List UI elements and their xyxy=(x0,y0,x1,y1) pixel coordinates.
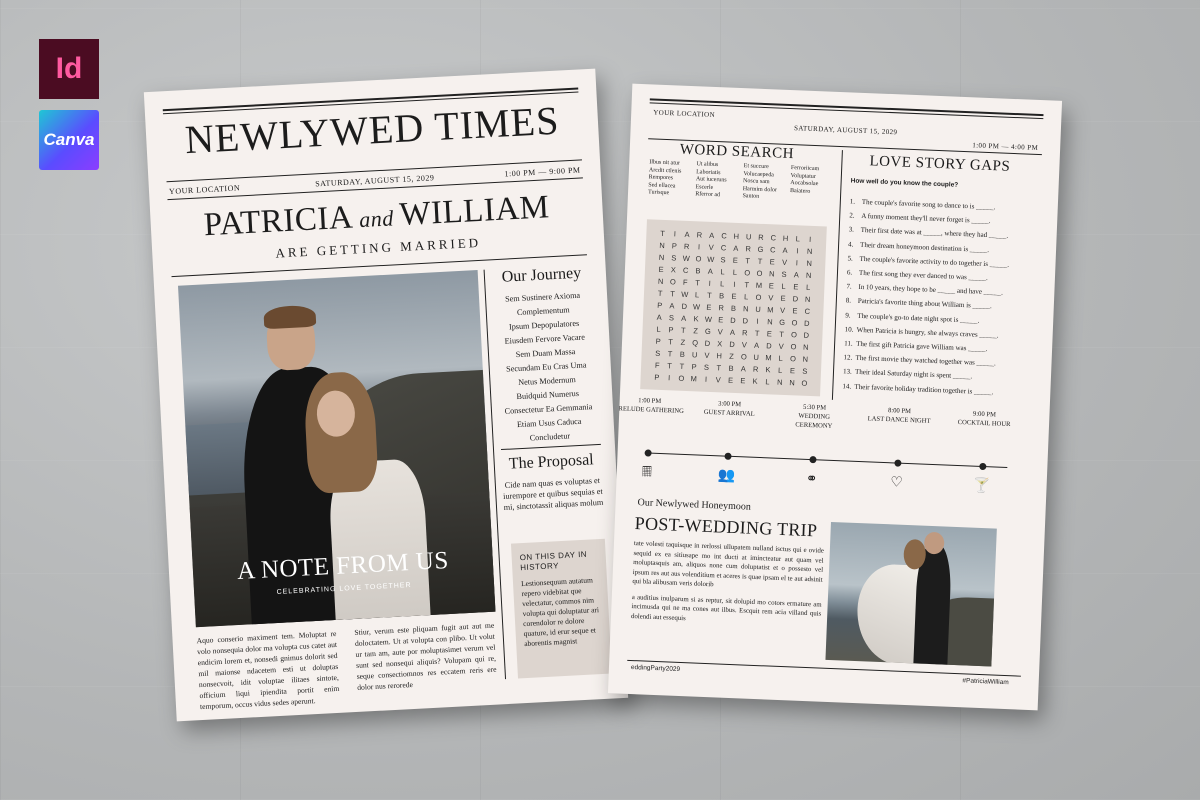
timeline-event xyxy=(949,409,1020,430)
word-search-cell: N xyxy=(802,354,809,364)
word-search-cell: D xyxy=(803,318,810,328)
history-body: Lestionsequum autatum repero videbitat que velectatur, commos nim volupta qui doluptatur ari corendolor re dolore quature, id erur seque et aborentis magnist xyxy=(520,575,600,649)
love-story-number: 7. xyxy=(846,282,852,291)
word-search-cell: P xyxy=(655,336,661,346)
word-search-cell: K xyxy=(752,376,758,386)
word-search-cell: E xyxy=(780,293,786,303)
word-search-cell: U xyxy=(691,350,698,360)
word-search-cell: I xyxy=(708,278,712,288)
word-search-cell: M xyxy=(755,280,763,290)
word-search-cell: S xyxy=(671,253,677,263)
word-search-cell: T xyxy=(716,363,722,373)
word-search-cell: G xyxy=(757,244,764,255)
word-search-cell: T xyxy=(757,256,763,266)
love-story-text: The couple's go-to date night spot is _____. xyxy=(857,311,980,325)
word-search-cell: H xyxy=(716,351,723,361)
word-search-cell: L xyxy=(781,281,786,291)
word-search-cell: T xyxy=(667,361,673,371)
word-search-cell: T xyxy=(667,349,673,359)
bride-name: PATRICIA xyxy=(202,199,355,244)
word-search-cell: A xyxy=(669,301,675,311)
love-story-number: 2. xyxy=(849,211,855,220)
love-story-number: 6. xyxy=(846,268,853,277)
love-story-number: 4. xyxy=(847,240,854,249)
word-search-cell: C xyxy=(721,231,727,241)
word-search-cell: P xyxy=(671,241,678,251)
word-search-cell: T xyxy=(679,361,685,371)
word-search-cell: R xyxy=(758,232,764,243)
word-search-cell: L xyxy=(743,292,749,302)
love-story-text: The first gift Patricia gave William was _____. xyxy=(855,339,988,354)
word-search-cell: R xyxy=(718,303,725,313)
word-search-word: Ferroriicam xyxy=(790,165,820,173)
word-search-cell: Q xyxy=(692,338,699,348)
footer-hashtag-left: eddingParty2029 xyxy=(630,664,681,674)
love-story-number: 9. xyxy=(845,310,851,320)
word-search-word: Aocabsolae xyxy=(790,180,819,188)
love-story-text: The first song they ever danced to was _____. xyxy=(858,268,988,283)
word-search-cell: E xyxy=(792,306,798,316)
word-search-cell: I xyxy=(733,279,736,289)
indesign-icon: Id xyxy=(39,39,99,99)
love-story-list xyxy=(842,194,1040,400)
word-search-cell: D xyxy=(730,315,736,325)
word-search-cell: N xyxy=(804,294,811,304)
word-search-cell: X xyxy=(717,339,723,349)
word-search-cell: E xyxy=(793,282,799,292)
word-search-cell: T xyxy=(754,328,760,338)
word-search-cell: R xyxy=(745,244,752,254)
word-search-cell: T xyxy=(668,337,674,347)
word-search-cell: M xyxy=(765,353,772,363)
love-story-text: Their ideal Saturday night is spent _____. xyxy=(854,368,973,381)
word-search-heading: WORD SEARCH xyxy=(679,141,795,163)
word-search-cell: W xyxy=(681,289,689,300)
word-search-cell: R xyxy=(752,364,759,374)
word-search-cell: C xyxy=(804,306,811,316)
word-search-cell: E xyxy=(732,255,739,265)
journey-item: Netus Modernum xyxy=(518,375,576,388)
word-search-cell: Z xyxy=(693,326,699,336)
love-story-number: 1. xyxy=(849,197,856,206)
journey-item: Etiam Usus Caduca xyxy=(516,416,582,430)
honeymoon-title: POST-WEDDING TRIP xyxy=(634,513,818,541)
word-search-cell: E xyxy=(727,375,734,385)
word-search-cell: U xyxy=(745,232,752,242)
timeline-event xyxy=(694,398,765,419)
honeymoon-paragraph-2: a auditius inulparum si as reptur, sit dolupid mo cotors ermature am incimusda qui ne ma cones aut ilbus. Escquit rem acia villand quis dolendi aut essequis xyxy=(630,593,822,622)
timeline-time: 5:30 PM xyxy=(802,403,827,412)
word-search-cell: O xyxy=(801,378,808,388)
word-search-cell: T xyxy=(680,325,686,335)
word-search-cell: N xyxy=(659,240,665,251)
journey-item: Eiusdem Fervore Vacare xyxy=(504,332,586,346)
word-search-word: Volucaepeda xyxy=(743,170,775,178)
word-search-cell: Z xyxy=(729,351,735,361)
word-search-cell: A xyxy=(729,327,736,337)
word-search-cell: A xyxy=(753,340,760,350)
word-search-cell: V xyxy=(715,375,721,385)
honeymoon-kicker: Our Newlywed Honeymoon xyxy=(637,497,752,513)
word-search-cell: L xyxy=(720,267,725,277)
word-search-cell: F xyxy=(682,277,688,287)
word-search-cell: W xyxy=(692,302,701,312)
word-search-cell: S xyxy=(655,348,661,358)
word-search-cell: O xyxy=(695,254,702,264)
word-search-cell: H xyxy=(782,233,789,243)
word-search-word: Harmim dolor xyxy=(742,185,778,194)
word-search-cell: S xyxy=(703,362,710,372)
word-search-cell: U xyxy=(753,352,760,362)
love-story-text: The first movie they watched together was _____. xyxy=(855,354,996,368)
word-search-cell: O xyxy=(790,330,798,340)
word-search-word: Sed ellacea xyxy=(648,181,676,189)
word-search-cell: T xyxy=(745,256,751,266)
word-search-cell: T xyxy=(657,288,663,298)
word-search-cell: L xyxy=(694,290,700,300)
history-box xyxy=(511,539,612,679)
word-search-cell: P xyxy=(654,372,660,382)
word-search-cell: D xyxy=(704,338,711,348)
footer-hashtag-right: #PatriciaWilliam xyxy=(962,677,1009,687)
love-story-text: A funny moment they'll never forget is _____. xyxy=(861,212,991,226)
timeline-time: 9:00 PM xyxy=(972,410,997,419)
journey-item: Sem Sustinere Axioma xyxy=(504,290,581,304)
love-story-number: 8. xyxy=(845,296,852,305)
timeline-event xyxy=(614,395,685,416)
word-search-cell: I xyxy=(796,246,799,256)
word-search-cell: O xyxy=(740,352,747,362)
love-story-text: Patricia's favorite thing about William is _____. xyxy=(857,297,992,311)
word-search-cell: A xyxy=(740,364,747,374)
front-page xyxy=(144,69,628,722)
word-search-cell: L xyxy=(805,282,811,292)
journey-item: Concludetur xyxy=(529,431,571,443)
word-search-cell: D xyxy=(681,301,688,311)
word-search-cell: C xyxy=(720,243,727,253)
word-search-word: Escerle xyxy=(695,183,714,191)
word-search-cell: O xyxy=(744,268,751,278)
word-search-cell: G xyxy=(704,326,712,336)
journey-item: Secundam Eu Cras Uma xyxy=(505,360,587,374)
word-search-word: Rferror ad xyxy=(695,191,721,199)
word-search-cell: N xyxy=(789,378,795,388)
rings-icon: ⚭ xyxy=(805,470,818,488)
love-story-number: 13. xyxy=(842,367,852,377)
word-search-cell: Z xyxy=(680,337,686,347)
piano-icon: 𝄜 xyxy=(641,464,652,481)
proposal-body: Cide nam quas es voluptas et iurempore et quibus sequias et mi, sinctotassit aliquas molum xyxy=(502,475,604,512)
honeymoon-photo xyxy=(825,522,996,667)
word-search-cell: O xyxy=(678,373,685,383)
love-story-number: 3. xyxy=(848,225,855,235)
timeline-label: LAST DANCE NIGHT xyxy=(867,415,931,425)
word-search-cell: A xyxy=(684,229,690,240)
word-search-cell: W xyxy=(704,314,713,324)
groom-name: WILLIAM xyxy=(398,189,551,234)
word-search-cell: I xyxy=(697,242,701,252)
word-search-word: Noscu sam xyxy=(742,178,770,186)
proposal-section xyxy=(498,451,606,513)
word-search-cell: V xyxy=(768,293,774,303)
word-search-cell: I xyxy=(795,258,799,268)
word-search-cell: O xyxy=(756,268,763,278)
word-search-cell: H xyxy=(733,231,740,242)
word-search-cell: T xyxy=(779,329,785,339)
word-search-cell: N xyxy=(805,270,812,280)
and-word: and xyxy=(358,205,395,233)
word-search-cell: G xyxy=(779,317,786,327)
word-search-cell: E xyxy=(766,329,773,339)
word-search-cell: V xyxy=(708,242,714,253)
love-story-text: In 10 years, they hope to be _____ and have _____. xyxy=(858,283,1004,297)
word-search-cell: S xyxy=(668,313,675,323)
love-story-number: 12. xyxy=(843,353,853,362)
word-search-cell: I xyxy=(704,374,708,384)
masthead: NEWLYWED TIMES xyxy=(183,97,561,163)
timeline-time: 3:00 PM xyxy=(718,400,742,409)
word-search-cell: N xyxy=(657,276,664,287)
word-search-cell: A xyxy=(709,230,715,241)
timeline-label: WEDDING CEREMONY xyxy=(795,412,833,430)
word-search-cell: L xyxy=(778,353,783,363)
word-search-cell: M xyxy=(690,374,697,384)
word-search-cell: X xyxy=(670,265,677,275)
word-search-cell: B xyxy=(730,303,737,313)
cocktail-icon: 🍸 xyxy=(972,477,991,495)
word-search-cell: D xyxy=(792,294,799,304)
photo-title: A NOTE FROM US xyxy=(236,546,450,586)
word-search-cell: P xyxy=(656,300,663,310)
word-search-cell: E xyxy=(789,366,796,376)
word-search-cell: F xyxy=(654,360,660,370)
journey-list xyxy=(490,288,603,447)
word-search-word: Baiatero xyxy=(789,187,811,195)
word-search-cell: T xyxy=(706,290,712,300)
word-search-cell: P xyxy=(691,362,697,372)
word-search-cell: K xyxy=(765,365,771,375)
word-search-cell: C xyxy=(770,233,777,243)
word-search-cell: N xyxy=(766,317,773,327)
event-date: SATURDAY, AUGUST 15, 2029 xyxy=(314,173,435,189)
journey-heading: Our Journey xyxy=(501,264,582,286)
word-search-cell: R xyxy=(683,241,690,252)
heart-icon: ♡ xyxy=(890,474,904,491)
word-search-cell: N xyxy=(806,246,813,256)
word-search-cell: A xyxy=(782,245,788,255)
honeymoon-body xyxy=(631,539,824,629)
love-story-text: When Patricia is hungry, she always craves _____. xyxy=(856,325,999,340)
event-time: 1:00 PM — 9:00 PM xyxy=(504,165,581,179)
word-search-cell: N xyxy=(658,252,665,263)
word-search-word: Voluptatur xyxy=(790,172,816,180)
body-column-1: Aquo conserio maximent tem. Moluptat re volo nonsequia dolor ma volupta cus catet aut endicim lorem et, nonsedi gnimus dolorit sed mil maionse ndacetem esti ut doluptas nonsecvoit, idit voluptae ilitaes sintote, officium liqui ipiendita portit enim temporum, occus vidus sedes aperunt. xyxy=(196,628,340,712)
word-search-word: Ut alibus xyxy=(696,161,719,169)
word-search-cell: I xyxy=(673,229,677,239)
word-search-cell: C xyxy=(682,265,689,276)
word-search-cell: E xyxy=(769,257,775,267)
word-search-cell: N xyxy=(776,377,783,387)
back-time: 1:00 PM — 4:00 PM xyxy=(972,141,1039,152)
word-search-word: Laboriatis xyxy=(696,168,721,176)
word-search-cell: V xyxy=(778,341,784,351)
word-search-cell: K xyxy=(693,314,699,324)
word-search-cell: N xyxy=(806,258,813,268)
word-search-cell: T xyxy=(660,228,666,239)
word-search-cell: T xyxy=(695,278,701,288)
word-search-cell: P xyxy=(668,325,674,335)
word-search-cell: D xyxy=(766,341,772,351)
back-location: YOUR LOCATION xyxy=(653,108,716,119)
word-search-cell: D xyxy=(742,316,749,326)
journey-item: Complementum xyxy=(516,305,570,318)
word-search-cell: E xyxy=(717,315,724,325)
word-search-word: Aut iuceruns xyxy=(695,176,727,184)
word-search-cell: D xyxy=(729,339,735,349)
word-search-word: Santon xyxy=(742,193,760,200)
love-story-heading: LOVE STORY GAPS xyxy=(869,153,1011,175)
word-search-cell: A xyxy=(707,266,713,276)
love-story-number: 5. xyxy=(847,254,853,263)
word-search-cell: D xyxy=(803,330,810,340)
love-story-number: 11. xyxy=(843,339,853,348)
timeline-event xyxy=(864,405,935,426)
word-search-cell: V xyxy=(741,340,747,350)
word-search-cell: N xyxy=(802,342,809,352)
word-search-cell: A xyxy=(793,270,800,280)
word-search-cell: C xyxy=(769,245,776,255)
back-page xyxy=(608,84,1062,711)
word-search-cell: U xyxy=(755,304,761,314)
word-search-cell: L xyxy=(656,324,661,334)
word-search-cell: V xyxy=(717,327,723,337)
love-story-number: 10. xyxy=(844,325,854,334)
love-story-text: Their dream honeymoon destination is _____. xyxy=(859,240,990,254)
back-date: SATURDAY, AUGUST 15, 2029 xyxy=(793,124,898,137)
word-search-cell: A xyxy=(656,312,662,322)
word-search-cell: V xyxy=(781,257,788,267)
word-search-cell: L xyxy=(719,279,725,289)
word-search-cell: E xyxy=(740,376,746,386)
word-search-cell: B xyxy=(695,266,701,276)
word-search-cell: L xyxy=(765,377,770,387)
word-search-cell: O xyxy=(791,318,798,328)
journey-item: Sem Duam Massa xyxy=(515,347,576,360)
word-search-cell: S xyxy=(720,255,726,265)
location: YOUR LOCATION xyxy=(168,183,241,197)
love-story-text: The couple's favorite song to dance to is _____. xyxy=(861,197,996,212)
timeline-time: 1:00 PM xyxy=(638,397,662,406)
love-story-text: Their favorite holiday tradition together is _____. xyxy=(854,382,994,396)
timeline-time: 8:00 PM xyxy=(887,407,912,416)
timeline-event xyxy=(779,402,850,432)
love-story-number: 14. xyxy=(842,381,852,391)
word-search-cell: N xyxy=(742,304,749,314)
history-heading: ON THIS DAY IN HISTORY xyxy=(519,549,588,573)
word-search-cell: S xyxy=(802,366,808,376)
word-search-word: Arcdit ctlenis xyxy=(648,166,682,175)
honeymoon-paragraph-1: tate volesti taquisque in rerlossi ullupatem nulland isctus qui e ovide sequid ex ea sitiusape mo int ducti at imincteatur aut quam vel moluptasquis am, aliquos none cum doluptatist et o possesto vel ipsum res aut aus volenditium et aceres is quae ipsam el te aut adsinit qui bla alibusam veris dolorib xyxy=(632,540,824,589)
word-search-word: Turisque xyxy=(647,189,670,197)
timeline-label: PRELUDE GATHERING xyxy=(614,405,684,415)
canva-icon: Canva xyxy=(39,110,99,170)
word-search-cell: O xyxy=(790,342,797,352)
word-search-cell: I xyxy=(756,316,759,326)
word-search-cell: O xyxy=(669,277,677,287)
word-search-cell: V xyxy=(779,305,786,315)
word-search-cell: A xyxy=(733,243,739,253)
word-search-cell: W xyxy=(682,253,690,264)
word-search-cell: S xyxy=(781,269,787,279)
word-search-cell: L xyxy=(732,267,738,277)
word-search-grid xyxy=(640,219,827,396)
love-story-text: The couple's favorite activity to do together is _____. xyxy=(859,254,1010,269)
word-search-cell: T xyxy=(744,280,750,290)
word-search-cell: A xyxy=(681,313,687,323)
word-search-cell: L xyxy=(795,234,801,244)
word-search-cell: W xyxy=(707,254,715,265)
word-search-cell: E xyxy=(658,264,664,275)
body-column-2: Stiur, verum este pliquam fugit aut aut me doloctatem. Ut at volupta con plibo. Ut volut ur tam am, aute por moluptasimet verum vel sunt sed nonsequi aliquis? Volupam qui re, seque consectiomnos res eccatem reris ere dolor nus rerorede xyxy=(354,620,497,692)
word-search-cell: B xyxy=(728,363,734,373)
word-search-cell: R xyxy=(741,328,748,338)
announcement-subhead: ARE GETTING MARRIED xyxy=(275,234,482,261)
word-search-word: Rempores xyxy=(648,174,674,182)
word-search-cell: B xyxy=(679,349,686,359)
journey-item: Consectetur Ea Gemmania xyxy=(504,402,593,416)
word-search-cell: B xyxy=(718,291,725,301)
word-search-cell: E xyxy=(706,302,712,312)
word-search-cell: T xyxy=(669,289,675,299)
word-search-words xyxy=(648,159,834,204)
word-search-cell: E xyxy=(768,281,775,291)
word-search-cell: O xyxy=(755,292,762,302)
timeline-line xyxy=(648,453,1008,468)
word-search-word: Ilbus nit atur xyxy=(649,159,681,167)
timeline-label: COCKTAIL HOUR xyxy=(957,418,1011,429)
word-search-word xyxy=(790,195,834,204)
proposal-heading: The Proposal xyxy=(508,451,595,473)
word-search-cell: I xyxy=(667,373,671,383)
photo-subtitle: CELEBRATING LOVE TOGETHER xyxy=(276,581,412,596)
people-icon: 👥 xyxy=(717,467,736,485)
journey-item: Buidquid Numerus xyxy=(516,388,580,402)
word-search-cell: M xyxy=(767,305,774,315)
word-search-cell: V xyxy=(704,350,710,360)
word-search-cell: R xyxy=(696,230,703,240)
journey-item: Ipsum Depopulatores xyxy=(508,318,580,332)
love-story-text: Their first date was at _____, where they had _____. xyxy=(860,226,1009,241)
word-search-cell: E xyxy=(731,291,737,301)
word-search-cell: N xyxy=(768,269,775,279)
word-search-cell: I xyxy=(808,234,812,244)
love-story-subheading: How well do you know the couple? xyxy=(850,177,959,189)
word-search-cell: L xyxy=(777,365,783,375)
word-search-word: Et succure xyxy=(743,163,769,171)
word-search-cell: O xyxy=(789,354,797,364)
timeline-label: GUEST ARRIVAL xyxy=(703,408,755,418)
journey-section xyxy=(489,264,603,447)
